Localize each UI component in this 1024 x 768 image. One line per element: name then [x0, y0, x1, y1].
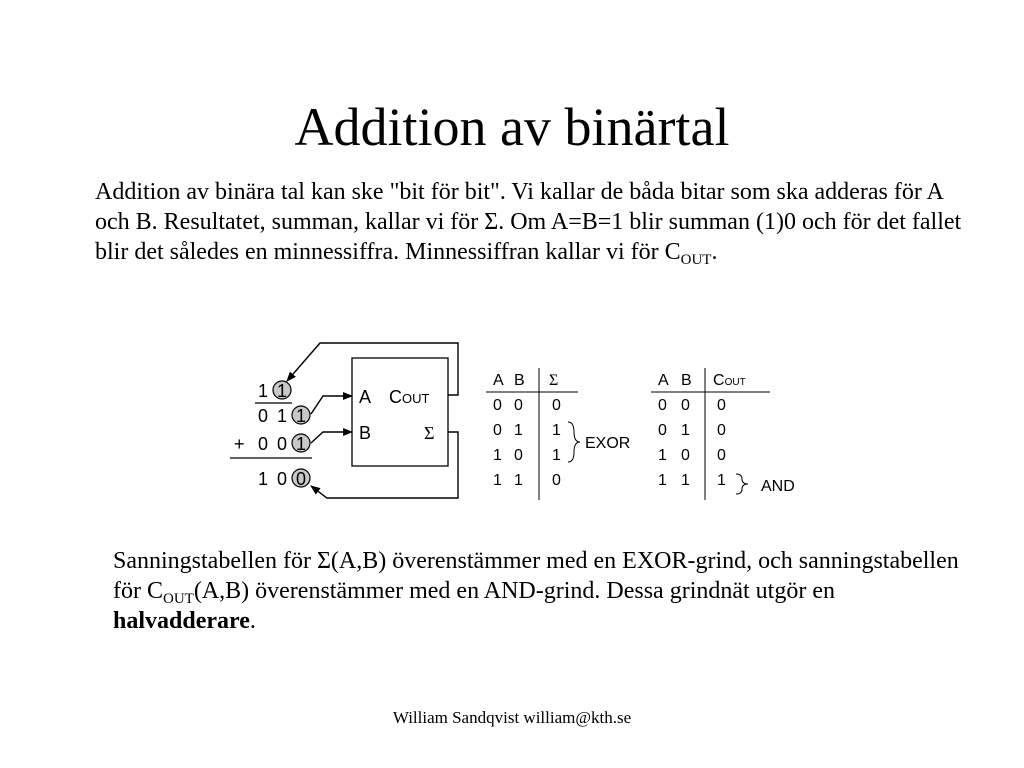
add-row1-digit: 1: [258, 381, 269, 401]
add-row3-digit: 0: [277, 434, 288, 454]
carry-cell: 0: [658, 422, 667, 439]
conclusion-end: .: [249, 608, 256, 634]
carry-cell: 1: [681, 472, 690, 489]
sum-header-a: A: [493, 372, 504, 389]
block-carry-sub: OUT: [402, 391, 430, 406]
sum-cell: 1: [493, 472, 502, 489]
add-row1-digit: 1: [277, 381, 288, 401]
intro-text: Addition av binära tal kan ske "bit för bit". Vi kallar de båda bitar som ska adderas för A och B. Resultatet, summan, kallar vi för Σ. Om A=B=1 blir summan (1)0 och för det fallet blir det således en minnessiffra. Minnessiffran kallar vi för C: [95, 179, 962, 265]
add-row3-plus: +: [234, 434, 245, 454]
add-row2-digit: 0: [258, 406, 269, 426]
add-result-digit: 1: [258, 469, 269, 489]
block-box: [352, 358, 448, 466]
carry-header-letter: C: [713, 372, 725, 389]
block-input-a: A: [359, 387, 372, 407]
carry-cell: 1: [681, 422, 690, 439]
intro-end: .: [711, 239, 718, 265]
sum-cell: 1: [552, 422, 561, 439]
column-addition: [230, 381, 312, 489]
carry-cell: 1: [717, 472, 726, 489]
add-row2-digit: 1: [277, 406, 288, 426]
sum-cell: 0: [514, 397, 523, 414]
conclusion-paragraph: [113, 546, 973, 636]
carry-cell: 0: [717, 397, 726, 414]
conclusion-text-2: (A,B) överenstämmer med en AND-grind. Dessa grindnät utgör en: [193, 578, 835, 604]
carry-header-cout: [713, 372, 746, 389]
sum-cell: 0: [552, 397, 561, 414]
b-input-arrow: [311, 432, 352, 443]
conclusion-text-1: Sanningstabellen för Σ(A,B) överenstämmer med en EXOR-grind, och sanningstabellen för C: [113, 548, 959, 604]
carry-cell: 0: [681, 447, 690, 464]
and-brace: [736, 474, 748, 494]
carry-cell: 0: [681, 397, 690, 414]
carry-cell: 1: [658, 472, 667, 489]
footer-author: William Sandqvist william@kth.se: [392, 708, 632, 727]
exor-brace: [568, 422, 580, 462]
carry-header-b: B: [681, 372, 692, 389]
sum-cell: 0: [552, 472, 561, 489]
carry-truth-table: [651, 368, 795, 500]
carry-cell: 1: [658, 447, 667, 464]
carry-cell: 0: [658, 397, 667, 414]
a-input-arrow: [311, 396, 352, 414]
block-input-b: B: [359, 423, 372, 443]
and-label: AND: [761, 478, 795, 495]
add-row3-digit: 1: [296, 434, 307, 454]
intro-cout-subscript: OUT: [680, 252, 712, 268]
sum-header-b: B: [514, 372, 525, 389]
sum-cell: 0: [493, 422, 502, 439]
sum-cell: 1: [514, 472, 523, 489]
block-carry-letter: C: [389, 387, 402, 407]
sum-header-sigma: Σ: [549, 372, 559, 389]
sum-truth-table: [486, 368, 630, 500]
sum-cell: 0: [514, 447, 523, 464]
add-row2-digit: 1: [296, 406, 307, 426]
sum-cell: 1: [514, 422, 523, 439]
exor-label: EXOR: [585, 435, 631, 452]
block-sum-label: Σ: [424, 423, 435, 443]
sum-cell: 0: [493, 397, 502, 414]
carry-cell: 0: [717, 422, 726, 439]
carry-header-a: A: [658, 372, 669, 389]
conclusion-cout-subscript: OUT: [163, 591, 194, 607]
add-row3-digit: 0: [258, 434, 269, 454]
slide-title: Addition av binärtal: [294, 97, 730, 157]
sum-cell: 1: [493, 447, 502, 464]
half-adder-block: [352, 358, 448, 466]
sum-cell: 1: [552, 447, 561, 464]
add-result-digit: 0: [296, 469, 307, 489]
halvadderare-term: halvadderare: [113, 608, 250, 634]
add-result-digit: 0: [277, 469, 288, 489]
carry-cell: 0: [717, 447, 726, 464]
carry-header-sub: OUT: [724, 377, 746, 388]
